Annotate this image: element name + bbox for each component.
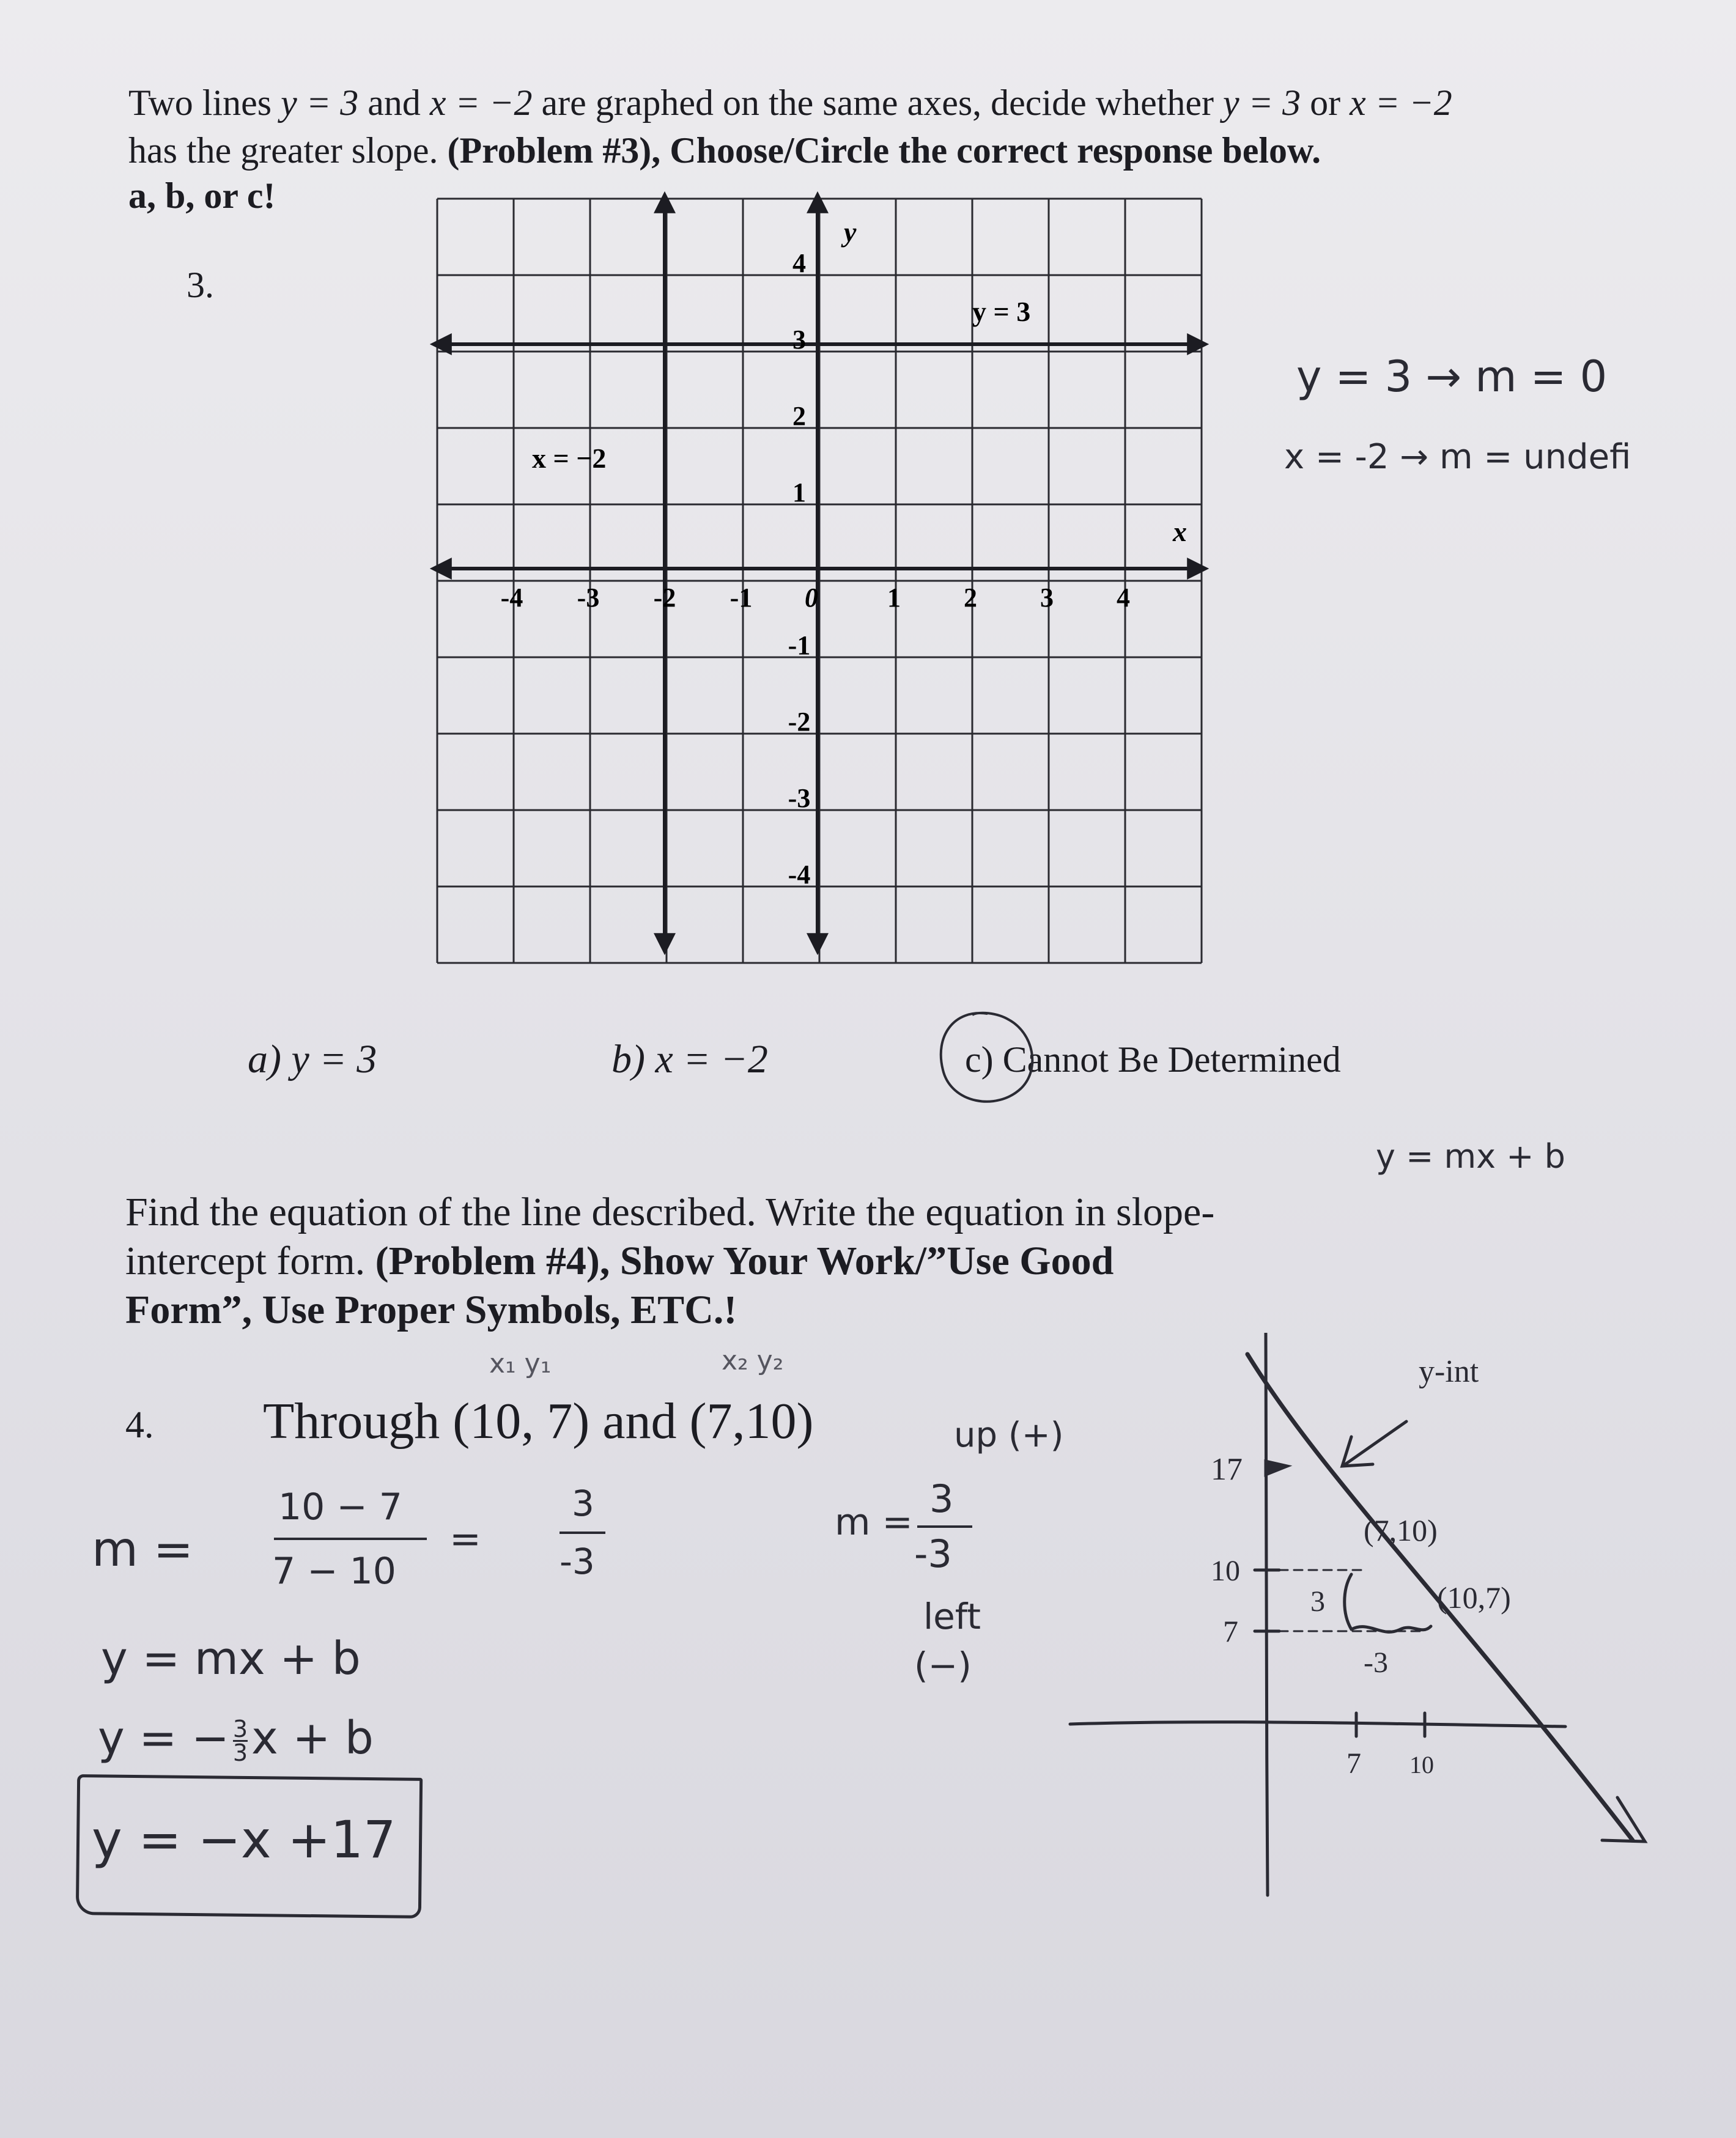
sketch-x7: 7 (1346, 1747, 1361, 1780)
problem3-instructions-line3: a, b, or c! (128, 175, 276, 216)
note-up-positive: up (+) (954, 1415, 1064, 1455)
y-int-arrow (1342, 1421, 1406, 1466)
problem4-through-points: Through (10, 7) and (7,10) (263, 1393, 814, 1450)
sketch-y-axis (1266, 1333, 1268, 1895)
choice-c[interactable]: c) Cannot Be Determined (965, 1039, 1341, 1080)
choice-a[interactable]: a) y = 3 (248, 1037, 377, 1082)
problem3-number: 3. (187, 265, 214, 305)
x-tick-label: 4 (1117, 583, 1130, 613)
work-fraction-bar-2 (560, 1532, 605, 1534)
final-answer: y = −x +17 (92, 1810, 396, 1870)
y-int-dot (1266, 1461, 1287, 1475)
y-tick-label: -2 (788, 707, 811, 737)
sketch-point1: (7,10) (1364, 1513, 1438, 1547)
note-m2-num: 3 (929, 1476, 954, 1521)
y-tick-label: -4 (788, 860, 811, 890)
x-tick-label: 2 (964, 583, 977, 613)
note-m2-den: -3 (914, 1532, 952, 1576)
note-slope-y3: y = 3 → m = 0 (1296, 352, 1608, 402)
x-axis-label: x (1173, 516, 1187, 547)
choice-c-circle-mark (929, 1003, 1046, 1119)
work-denominator: 7 − 10 (272, 1550, 396, 1593)
line-y-label: y = 3 (972, 296, 1031, 327)
work-fraction-bar-1 (274, 1538, 427, 1540)
x-tick-label: -3 (577, 583, 600, 613)
note-m2-label: m = (835, 1501, 913, 1544)
work-m-label: m = (92, 1522, 194, 1577)
y-tick-label: 1 (792, 477, 806, 507)
x-tick-label: 1 (887, 583, 901, 613)
x-tick-label: 3 (1040, 583, 1054, 613)
problem4-sketch-graph (1064, 1333, 1663, 1920)
note-m2-bar (917, 1525, 972, 1528)
work-equals: = (449, 1516, 481, 1561)
work-numerator: 10 − 7 (278, 1486, 402, 1528)
sketch-label-7: 7 (1223, 1614, 1238, 1648)
y-tick-label: 2 (792, 401, 806, 431)
sketch-rise: 3 (1310, 1585, 1325, 1618)
work-frac-num: 3 (572, 1483, 594, 1524)
note-slope-x-neg2: x = -2 → m = undefi (1284, 437, 1631, 477)
sketch-x-axis (1070, 1722, 1565, 1727)
y-tick-label: 3 (792, 325, 806, 355)
x-tick-label: 0 (805, 583, 818, 613)
problem4-instructions-line2: intercept form. (Problem #4), Show Your Work/”Use Good (125, 1239, 1114, 1283)
note-slope-intercept-form: y = mx + b (1376, 1137, 1565, 1176)
line-x-label: x = −2 (532, 443, 607, 474)
point1-labels: x₁ y₁ (489, 1348, 552, 1379)
sketch-label-10: 10 (1211, 1555, 1240, 1587)
sketch-run: -3 (1364, 1646, 1388, 1679)
sketch-x10: 10 (1409, 1751, 1434, 1779)
x-tick-label: -1 (729, 583, 753, 613)
y-tick-label: 4 (792, 248, 806, 278)
problem3-instructions-line1: Two lines y = 3 and x = −2 are graphed on the same axes, decide whether y = 3 or x = −2 (128, 83, 1452, 123)
problem4-instructions-line1: Find the equation of the line described. Write the equation in slope- (125, 1190, 1215, 1234)
work-frac-den: -3 (560, 1541, 595, 1582)
x-tick-label: -4 (500, 583, 523, 613)
point2-labels: x₂ y₂ (722, 1345, 784, 1376)
x-tick-label: -2 (653, 583, 676, 613)
work-step1: y = mx + b (101, 1632, 361, 1685)
problem3-graph (428, 190, 1223, 972)
problem4-instructions-line3: Form”, Use Proper Symbols, ETC.! (125, 1288, 737, 1332)
problem4-number: 4. (125, 1404, 154, 1446)
sketch-point2: (10,7) (1437, 1580, 1511, 1615)
y-tick-label: -3 (788, 783, 811, 813)
sketch-label-17: 17 (1211, 1452, 1243, 1487)
work-step2: y = − $\frac{3}{3}$ x + b (98, 1712, 374, 1766)
sketch-y-int-label: y-int (1419, 1354, 1479, 1389)
problem3-instructions-line2: has the greater slope. (Problem #3), Choose/Circle the correct response below. (128, 130, 1321, 171)
y-axis-label: y (844, 216, 857, 248)
note-left: left (923, 1596, 981, 1637)
sketch-arrowhead (1602, 1797, 1645, 1841)
choice-b[interactable]: b) x = −2 (611, 1037, 768, 1082)
note-left-sign: (−) (914, 1645, 972, 1686)
rise-brace (1345, 1574, 1351, 1629)
y-tick-label: -1 (788, 630, 811, 660)
